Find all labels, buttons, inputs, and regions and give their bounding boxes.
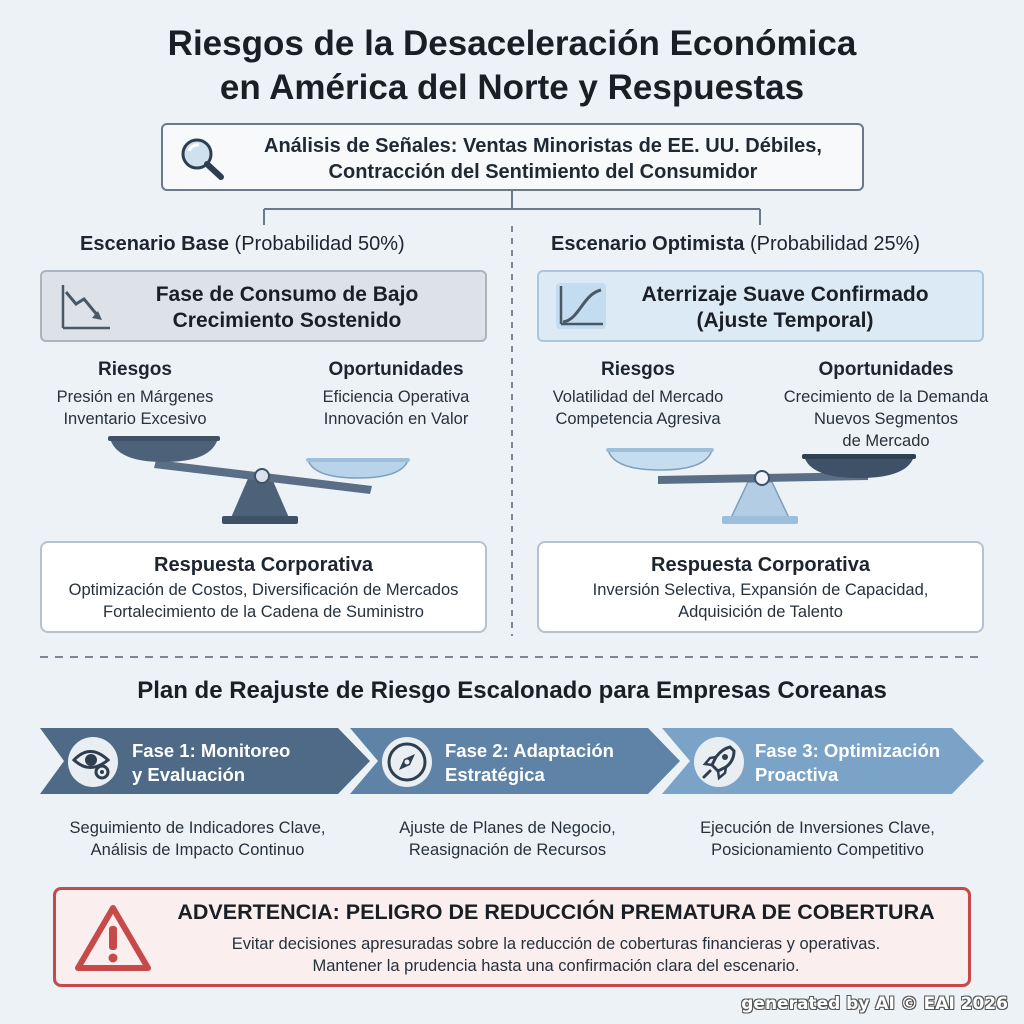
watermark: generated by AI © EAI 2026 bbox=[741, 994, 1008, 1014]
warning-box bbox=[53, 887, 971, 987]
base-response-box bbox=[40, 541, 487, 633]
base-risks-title: Riesgos bbox=[98, 359, 172, 380]
phase-1-label-line: y Evaluación bbox=[132, 764, 246, 785]
optimistic-response-title: Respuesta Corporativa bbox=[651, 554, 870, 576]
phase-1-description-line: Seguimiento de Indicadores Clave, bbox=[69, 819, 326, 837]
phase-3-label bbox=[755, 739, 975, 787]
phase-1-description bbox=[40, 817, 355, 861]
optimistic-risk-item: Competencia Agresiva bbox=[555, 410, 721, 428]
phase-3-label-line: Proactiva bbox=[755, 764, 839, 785]
base-phase-box bbox=[40, 270, 487, 342]
optimistic-opportunity-item: Crecimiento de la Demanda bbox=[783, 388, 989, 406]
optimistic-opportunity-item: Nuevos Segmentos bbox=[814, 410, 958, 428]
phase-3-description-line: Posicionamiento Competitivo bbox=[711, 841, 924, 859]
declining-chart-icon bbox=[58, 282, 114, 332]
optimistic-scenario-label bbox=[551, 231, 920, 257]
warning-line: Mantener la prudencia hasta una confirmación clara del escenario. bbox=[312, 957, 800, 975]
optimistic-phase-line-2: (Ajuste Temporal) bbox=[696, 309, 874, 332]
eye-gear-icon bbox=[66, 735, 120, 789]
phase-1-description-line: Análisis de Impacto Continuo bbox=[90, 841, 305, 859]
base-balance-scale-icon bbox=[100, 430, 430, 530]
phase-1-label bbox=[132, 739, 352, 787]
base-phase-line-2: Crecimiento Sostenido bbox=[172, 309, 402, 332]
plan-title: Plan de Reajuste de Riesgo Escalonado para Empresas Coreanas bbox=[137, 677, 887, 704]
base-phase-line-1: Fase de Consumo de Bajo bbox=[155, 283, 419, 306]
signal-line-1: Análisis de Señales: Ventas Minoristas de EE. UU. Débiles, bbox=[264, 135, 822, 157]
base-response-title: Respuesta Corporativa bbox=[154, 554, 373, 576]
optimistic-phase-box bbox=[537, 270, 984, 342]
base-risk-item: Presión en Márgenes bbox=[56, 388, 214, 406]
warning-title: ADVERTENCIA: PELIGRO DE REDUCCIÓN PREMATURA DE COBERTURA bbox=[177, 900, 935, 924]
optimistic-risks-title: Riesgos bbox=[601, 359, 675, 380]
optimistic-scenario-name: Escenario Optimista bbox=[551, 233, 745, 255]
phase-2-description-line: Ajuste de Planes de Negocio, bbox=[399, 819, 616, 837]
optimistic-response-line: Adquisición de Talento bbox=[678, 603, 843, 621]
base-opportunities bbox=[296, 358, 496, 430]
optimistic-opportunity-item: de Mercado bbox=[842, 432, 930, 450]
base-scenario-label bbox=[80, 231, 405, 257]
phase-3-description-line: Ejecución de Inversiones Clave, bbox=[700, 819, 935, 837]
phase-3-description bbox=[660, 817, 975, 861]
optimistic-phase-text bbox=[615, 282, 955, 334]
phase-2-description-line: Reasignación de Recursos bbox=[408, 841, 607, 859]
base-opportunity-item: Eficiencia Operativa bbox=[322, 388, 470, 406]
optimistic-balance-scale-icon bbox=[600, 430, 930, 530]
phase-2-label-line: Estratégica bbox=[445, 764, 545, 785]
base-scenario-name: Escenario Base bbox=[80, 233, 229, 255]
signal-line-2: Contracción del Sentimiento del Consumidor bbox=[328, 161, 758, 183]
compass-icon bbox=[380, 735, 434, 789]
base-opportunities-title: Oportunidades bbox=[328, 359, 464, 380]
base-response-line: Fortalecimiento de la Cadena de Suministro bbox=[102, 603, 424, 621]
base-risk-item: Inventario Excesivo bbox=[63, 410, 207, 428]
phase-3-label-line: Fase 3: Optimización bbox=[755, 740, 941, 761]
rocket-icon bbox=[692, 735, 746, 789]
phase-2-label bbox=[445, 739, 660, 787]
optimistic-risk-item: Volatilidad del Mercado bbox=[552, 388, 724, 406]
optimistic-risks bbox=[528, 358, 748, 430]
base-response-line: Optimización de Costos, Diversificación de Mercados bbox=[68, 581, 459, 599]
title-line-1: Riesgos de la Desaceleración Económica bbox=[167, 24, 857, 63]
optimistic-opportunities-title: Oportunidades bbox=[818, 359, 954, 380]
optimistic-phase-line-1: Aterrizaje Suave Confirmado bbox=[641, 283, 929, 306]
warning-triangle-icon bbox=[74, 904, 152, 972]
optimistic-scenario-probability: (Probabilidad 25%) bbox=[744, 233, 921, 255]
title-line-2: en América del Norte y Respuestas bbox=[219, 68, 805, 107]
rising-curve-icon bbox=[553, 280, 609, 332]
base-scenario-probability: (Probabilidad 50%) bbox=[228, 233, 405, 255]
base-phase-text bbox=[122, 282, 452, 334]
base-opportunity-item: Innovación en Valor bbox=[323, 410, 469, 428]
optimistic-response-box bbox=[537, 541, 984, 633]
warning-line: Evitar decisiones apresuradas sobre la reducción de coberturas financieras y operativas. bbox=[231, 935, 881, 953]
phase-1-label-line: Fase 1: Monitoreo bbox=[132, 740, 291, 761]
optimistic-response-line: Inversión Selectiva, Expansión de Capacidad, bbox=[592, 581, 929, 599]
phase-2-description bbox=[350, 817, 665, 861]
phase-2-label-line: Fase 2: Adaptación bbox=[445, 740, 614, 761]
base-risks bbox=[35, 358, 235, 430]
